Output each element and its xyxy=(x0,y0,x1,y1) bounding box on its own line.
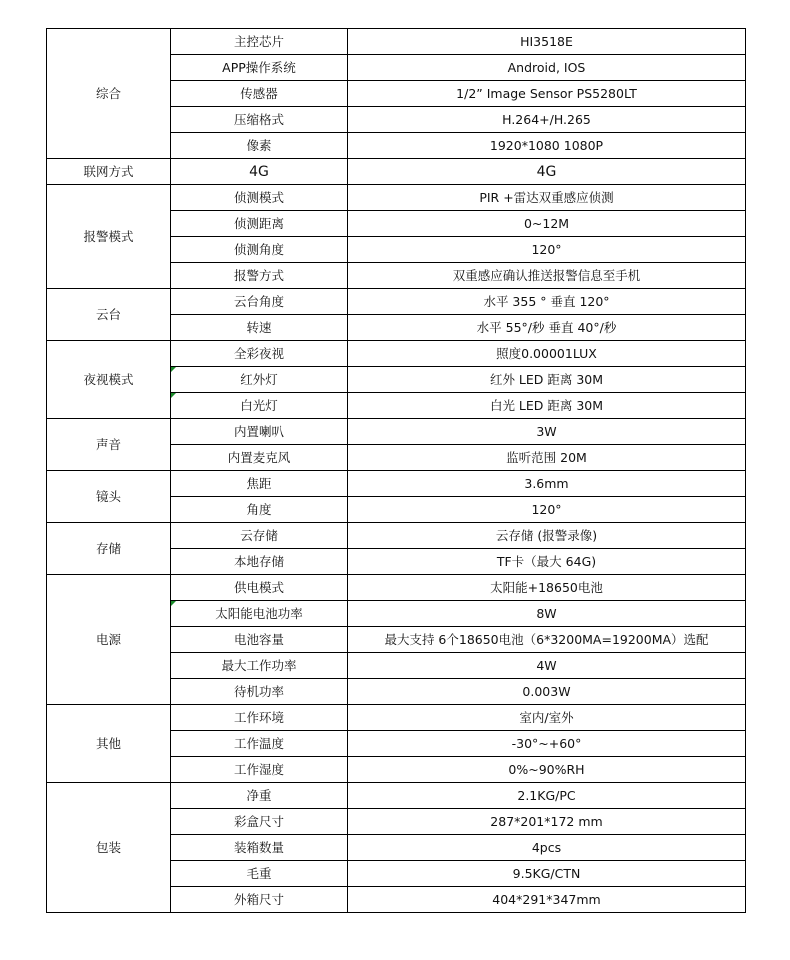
label-cell: 焦距 xyxy=(171,471,348,497)
value-cell: 4G xyxy=(348,159,746,185)
table-row xyxy=(47,705,746,731)
value-cell: 2.1KG/PC xyxy=(348,783,746,809)
value-cell: 水平 55°/秒 垂直 40°/秒 xyxy=(348,315,746,341)
table-row xyxy=(47,575,746,601)
value-cell: 照度0.00001LUX xyxy=(348,341,746,367)
label-cell: 工作环境 xyxy=(171,705,348,731)
label-cell: 内置喇叭 xyxy=(171,419,348,445)
value-cell: 3W xyxy=(348,419,746,445)
label-cell: 装箱数量 xyxy=(171,835,348,861)
value-cell: 0.003W xyxy=(348,679,746,705)
value-cell: 1920*1080 1080P xyxy=(348,133,746,159)
value-cell: 9.5KG/CTN xyxy=(348,861,746,887)
category-cell: 电源 xyxy=(47,575,171,705)
category-cell: 包装 xyxy=(47,783,171,913)
value-cell: 0~12M xyxy=(348,211,746,237)
cell-marker-icon xyxy=(171,601,176,606)
label-cell: 全彩夜视 xyxy=(171,341,348,367)
label-cell: 内置麦克风 xyxy=(171,445,348,471)
category-cell: 报警模式 xyxy=(47,185,171,289)
value-cell: 红外 LED 距离 30M xyxy=(348,367,746,393)
value-cell: 室内/室外 xyxy=(348,705,746,731)
label-text: 红外灯 xyxy=(240,371,278,387)
label-cell: 工作温度 xyxy=(171,731,348,757)
value-cell: 监听范围 20M xyxy=(348,445,746,471)
label-cell: 角度 xyxy=(171,497,348,523)
value-cell: 8W xyxy=(348,601,746,627)
category-cell: 镜头 xyxy=(47,471,171,523)
label-text: 白光灯 xyxy=(240,397,278,413)
label-cell: 云台角度 xyxy=(171,289,348,315)
label-cell: APP操作系统 xyxy=(171,55,348,81)
value-cell: PIR +雷达双重感应侦测 xyxy=(348,185,746,211)
label-cell: 传感器 xyxy=(171,81,348,107)
value-cell: HI3518E xyxy=(348,29,746,55)
value-cell: H.264+/H.265 xyxy=(348,107,746,133)
label-cell: 外箱尺寸 xyxy=(171,887,348,913)
value-cell: 1/2” Image Sensor PS5280LT xyxy=(348,81,746,107)
table-row xyxy=(47,419,746,445)
value-cell: Android, IOS xyxy=(348,55,746,81)
label-cell: 待机功率 xyxy=(171,679,348,705)
cell-marker-icon xyxy=(171,393,176,398)
label-cell xyxy=(171,367,348,393)
label-cell: 电池容量 xyxy=(171,627,348,653)
value-cell: 太阳能+18650电池 xyxy=(348,575,746,601)
value-cell: 120° xyxy=(348,237,746,263)
label-cell: 侦测角度 xyxy=(171,237,348,263)
table-row xyxy=(47,29,746,55)
value-cell: 水平 355 ° 垂直 120° xyxy=(348,289,746,315)
table-row xyxy=(47,471,746,497)
table-row xyxy=(47,185,746,211)
label-cell: 云存储 xyxy=(171,523,348,549)
table-row xyxy=(47,783,746,809)
label-cell xyxy=(171,393,348,419)
category-cell: 云台 xyxy=(47,289,171,341)
table-row xyxy=(47,523,746,549)
category-cell: 综合 xyxy=(47,29,171,159)
category-cell: 夜视模式 xyxy=(47,341,171,419)
label-cell: 转速 xyxy=(171,315,348,341)
category-cell: 联网方式 xyxy=(47,159,171,185)
value-cell: 双重感应确认推送报警信息至手机 xyxy=(348,263,746,289)
value-cell: 0%~90%RH xyxy=(348,757,746,783)
category-cell: 存储 xyxy=(47,523,171,575)
label-cell: 净重 xyxy=(171,783,348,809)
label-text: 太阳能电池功率 xyxy=(215,605,303,621)
label-cell: 彩盒尺寸 xyxy=(171,809,348,835)
value-cell: 4pcs xyxy=(348,835,746,861)
label-cell: 主控芯片 xyxy=(171,29,348,55)
label-cell: 供电模式 xyxy=(171,575,348,601)
label-cell: 侦测模式 xyxy=(171,185,348,211)
table-row xyxy=(47,159,746,185)
value-cell: 120° xyxy=(348,497,746,523)
value-cell: 4W xyxy=(348,653,746,679)
value-cell: -30°~+60° xyxy=(348,731,746,757)
value-cell: 白光 LED 距离 30M xyxy=(348,393,746,419)
cell-marker-icon xyxy=(171,367,176,372)
label-cell: 报警方式 xyxy=(171,263,348,289)
table-row xyxy=(47,289,746,315)
label-cell: 毛重 xyxy=(171,861,348,887)
value-cell: 404*291*347mm xyxy=(348,887,746,913)
label-cell: 工作湿度 xyxy=(171,757,348,783)
label-cell: 最大工作功率 xyxy=(171,653,348,679)
table-row xyxy=(47,341,746,367)
spec-table xyxy=(46,28,746,913)
label-cell: 4G xyxy=(171,159,348,185)
value-cell: 3.6mm xyxy=(348,471,746,497)
category-cell: 其他 xyxy=(47,705,171,783)
value-cell: 最大支持 6个18650电池（6*3200MA=19200MA）选配 xyxy=(348,627,746,653)
value-cell: 287*201*172 mm xyxy=(348,809,746,835)
label-cell: 本地存储 xyxy=(171,549,348,575)
value-cell: 云存储 (报警录像) xyxy=(348,523,746,549)
label-cell: 压缩格式 xyxy=(171,107,348,133)
label-cell xyxy=(171,601,348,627)
label-cell: 像素 xyxy=(171,133,348,159)
category-cell: 声音 xyxy=(47,419,171,471)
label-cell: 侦测距离 xyxy=(171,211,348,237)
value-cell: TF卡（最大 64G) xyxy=(348,549,746,575)
